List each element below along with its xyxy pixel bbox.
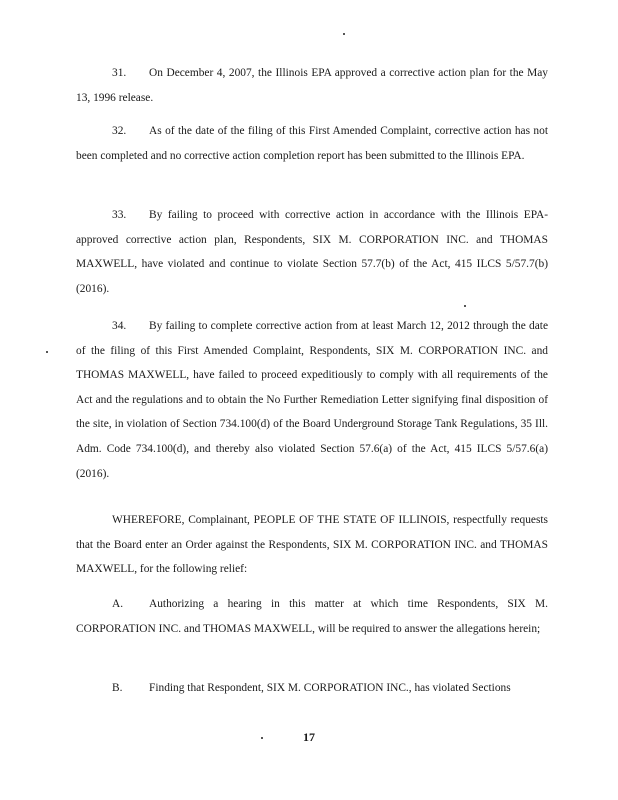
relief-text: Finding that Respondent, SIX M. CORPORATION INC., has violated Sections [149, 682, 511, 694]
scan-speck [46, 351, 48, 353]
relief-text: Authorizing a hearing in this matter at which time Respondents, SIX M. CORPORATION INC. and THOMAS MAXWELL, will be required to answer the allegations herein; [76, 598, 548, 635]
page-number: 17 [303, 730, 315, 744]
paragraph-number: 31. [112, 67, 127, 79]
paragraph-31 [76, 61, 548, 110]
paragraph-33 [76, 203, 548, 301]
paragraph-number: 33. [112, 209, 127, 221]
paragraph-text: As of the date of the filing of this First Amended Complaint, corrective action has not been completed and no corrective action completion report has been submitted to the Illinois EPA. [76, 125, 548, 162]
paragraph-number: 32. [112, 125, 127, 137]
relief-letter: A. [112, 598, 124, 610]
paragraph-34 [76, 314, 548, 486]
relief-item-a [76, 592, 548, 641]
paragraph-number: 34. [112, 320, 127, 332]
paragraph-32 [76, 119, 548, 168]
scan-speck [261, 737, 263, 739]
wherefore-paragraph [76, 508, 548, 582]
scan-speck [343, 33, 345, 35]
scan-speck [464, 305, 466, 307]
relief-letter: B. [112, 682, 123, 694]
paragraph-text: By failing to proceed with corrective action in accordance with the Illinois EPA-approved corrective action plan, Respondents, SIX M. CORPORATION INC. and THOMAS MAXWELL, have violated and continue to violate Section 57.7(b) of the Act, 415 ILCS 5/57.7(b) (2016). [76, 209, 548, 295]
paragraph-text: By failing to complete corrective action from at least March 12, 2012 through the date of the filing of this First Amended Complaint, Respondents, SIX M. CORPORATION INC. and THOMAS MAXWELL, have failed to proceed expeditiously to comply with all requirements of the Act and the regulations and to obtain the No Further Remediation Letter signifying final disposition of the site, in violation of Section 734.100(d) of the Board Underground Storage Tank Regulations, 35 Ill. Adm. Code 734.100(d), and thereby also violated Section 57.6(a) of the Act, 415 ILCS 5/57.6(a) (2016). [76, 320, 548, 480]
relief-item-b [76, 676, 548, 701]
paragraph-text: On December 4, 2007, the Illinois EPA approved a corrective action plan for the May 13, 1996 release. [76, 67, 548, 104]
wherefore-text: WHEREFORE, Complainant, PEOPLE OF THE STATE OF ILLINOIS, respectfully requests that the Board enter an Order against the Respondents, SIX M. CORPORATION INC. and THOMAS MAXWELL, for the following relief: [76, 514, 548, 576]
